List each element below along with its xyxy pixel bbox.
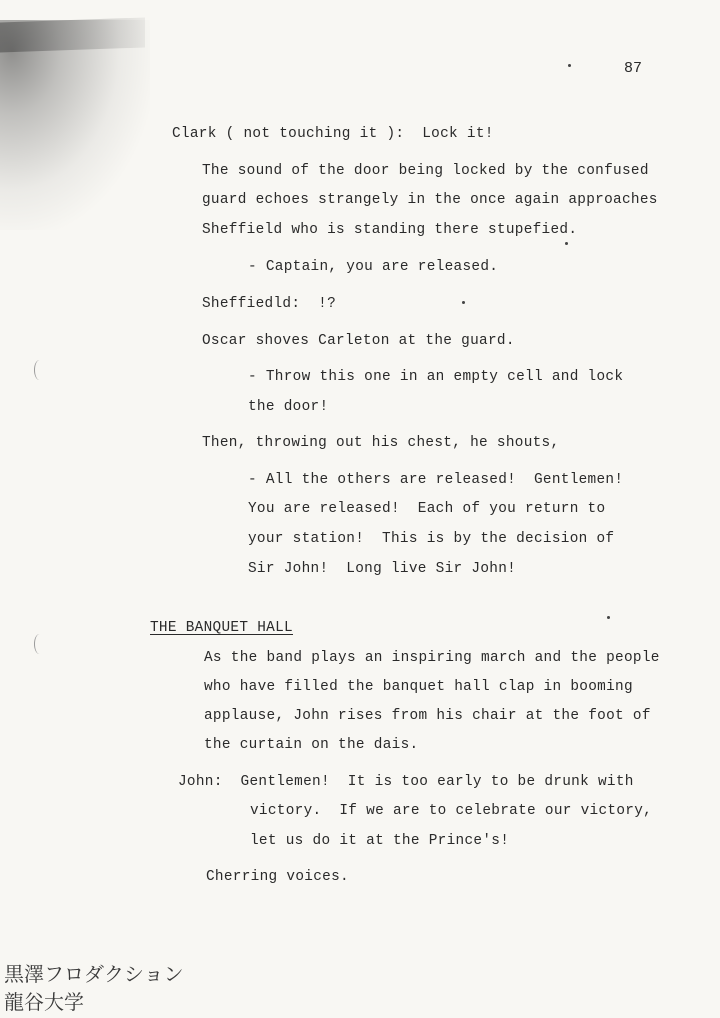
binder-hole-mark (34, 360, 45, 380)
stage-direction-line: Oscar shoves Carleton at the guard. (202, 333, 515, 349)
stage-direction-line: Then, throwing out his chest, he shouts, (202, 435, 560, 451)
scene-heading: THE BANQUET HALL (150, 620, 293, 636)
dialogue-line: - Throw this one in an empty cell and lock (248, 369, 624, 385)
dialogue-line: You are released! Each of you return to (248, 501, 606, 517)
ink-smudge-top (0, 17, 145, 52)
dialogue-line: victory. If we are to celebrate our victory, (250, 803, 653, 819)
watermark-line-2: 龍谷大学 (4, 990, 84, 1014)
speck (565, 242, 568, 245)
stage-direction-line: Sheffield who is standing there stupefied. (202, 222, 578, 238)
speck (568, 64, 571, 67)
dialogue-line: the door! (248, 399, 329, 415)
stage-direction-line: The sound of the door being locked by the confused (202, 163, 649, 179)
stage-direction-line: Cherring voices. (206, 869, 349, 885)
stage-direction-line: the curtain on the dais. (204, 737, 419, 753)
dialogue-line: John: Gentlemen! It is too early to be drunk with (178, 774, 634, 790)
dialogue-line: Clark ( not touching it ): Lock it! (172, 126, 494, 142)
speck (462, 301, 465, 304)
dialogue-line: - All the others are released! Gentlemen! (248, 472, 624, 488)
page-number: 87 (624, 60, 643, 77)
dialogue-line: - Captain, you are released. (248, 259, 499, 275)
speck (607, 616, 610, 619)
binder-hole-mark (34, 634, 45, 654)
watermark-line-1: 黒澤フロダクション (4, 962, 184, 986)
dialogue-line: your station! This is by the decision of (248, 531, 615, 547)
stage-direction-line: applause, John rises from his chair at the foot of (204, 708, 651, 724)
stage-direction-line: As the band plays an inspiring march and the people (204, 650, 660, 666)
stage-direction-line: who have filled the banquet hall clap in booming (204, 679, 633, 695)
dialogue-line: Sheffiedld: !? (202, 296, 337, 312)
dialogue-line: Sir John! Long live Sir John! (248, 561, 517, 577)
dialogue-line: let us do it at the Prince's! (250, 833, 510, 849)
archive-watermark (4, 960, 184, 1016)
stage-direction-line: guard echoes strangely in the once again approaches (202, 192, 658, 208)
